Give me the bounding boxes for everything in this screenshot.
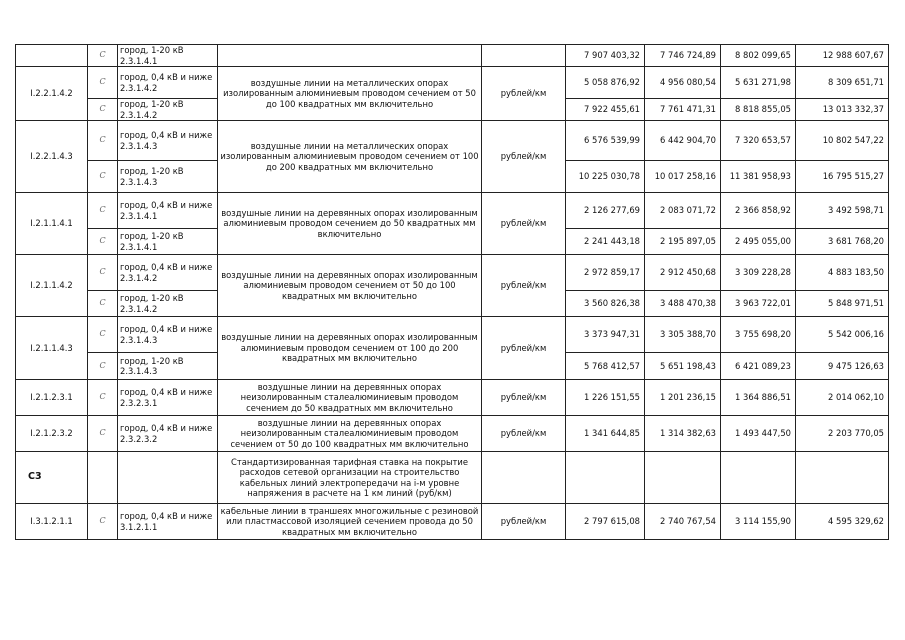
unit: рублей/км (482, 67, 566, 121)
voltage-level: город, 1-20 кВ 2.3.1.4.1 (118, 45, 218, 67)
value-2: 4 956 080,54 (645, 67, 721, 99)
unit (482, 45, 566, 67)
value-4: 16 795 515,27 (796, 161, 889, 193)
category-c-icon: C (88, 193, 118, 229)
table-row (16, 416, 889, 452)
value-2: 2 083 071,72 (645, 193, 721, 229)
unit: рублей/км (482, 255, 566, 317)
section-row (16, 452, 889, 504)
value-2: 1 201 236,15 (645, 380, 721, 416)
value-3: 1 493 447,50 (721, 416, 796, 452)
line-description: кабельные линии в траншеях многожильные с резиновой или пластмассовой изоляцией сечением провода до 50 квадратных мм включительно (218, 504, 482, 540)
value-3: 6 421 089,23 (721, 353, 796, 380)
unit: рублей/км (482, 121, 566, 193)
value-4: 3 492 598,71 (796, 193, 889, 229)
value-4: 9 475 126,63 (796, 353, 889, 380)
value-1: 5 058 876,92 (566, 67, 645, 99)
voltage-level: город, 1-20 кВ 2.3.1.4.1 (118, 229, 218, 255)
value-1: 2 972 859,17 (566, 255, 645, 291)
line-description: воздушные линии на металлических опорах изолированным алюминиевым проводом сечением от 100 до 200 квадратных мм включительно (218, 121, 482, 193)
empty-cell (796, 452, 889, 504)
line-description: воздушные линии на деревянных опорах изолированным алюминиевым проводом сечением от 50 до 100 квадратных мм включительно (218, 255, 482, 317)
category-c-icon: C (88, 255, 118, 291)
table-row (16, 504, 889, 540)
row-code: I.2.2.1.4.3 (16, 121, 88, 193)
table-row (16, 45, 889, 67)
value-2: 2 912 450,68 (645, 255, 721, 291)
empty-cell (88, 452, 118, 504)
value-1: 10 225 030,78 (566, 161, 645, 193)
unit: рублей/км (482, 504, 566, 540)
unit: рублей/км (482, 317, 566, 380)
voltage-level: город, 0,4 кВ и ниже 2.3.1.4.2 (118, 67, 218, 99)
value-4: 5 848 971,51 (796, 291, 889, 317)
value-3: 3 114 155,90 (721, 504, 796, 540)
line-description: воздушные линии на деревянных опорах неизолированным сталеалюминиевым проводом сечением до 50 квадратных мм включительно (218, 380, 482, 416)
voltage-level: город, 0,4 кВ и ниже 2.3.2.3.1 (118, 380, 218, 416)
table-row (16, 121, 889, 161)
value-2: 3 488 470,38 (645, 291, 721, 317)
category-c-icon: C (88, 317, 118, 353)
empty-cell (645, 452, 721, 504)
value-1: 1 226 151,55 (566, 380, 645, 416)
value-2: 5 651 198,43 (645, 353, 721, 380)
value-2: 3 305 388,70 (645, 317, 721, 353)
empty-cell (482, 452, 566, 504)
value-4: 2 014 062,10 (796, 380, 889, 416)
value-1: 7 907 403,32 (566, 45, 645, 67)
line-description: воздушные линии на деревянных опорах изолированным алюминиевым проводом сечением до 50 квадратных мм включительно (218, 193, 482, 255)
table-row (16, 317, 889, 353)
value-3: 8 802 099,65 (721, 45, 796, 67)
table-row (16, 255, 889, 291)
value-3: 7 320 653,57 (721, 121, 796, 161)
value-1: 2 797 615,08 (566, 504, 645, 540)
value-3: 1 364 886,51 (721, 380, 796, 416)
value-1: 6 576 539,99 (566, 121, 645, 161)
row-code: I.2.2.1.4.2 (16, 67, 88, 121)
value-2: 2 740 767,54 (645, 504, 721, 540)
value-3: 8 818 855,05 (721, 99, 796, 121)
value-3: 3 963 722,01 (721, 291, 796, 317)
value-1: 3 373 947,31 (566, 317, 645, 353)
value-1: 3 560 826,38 (566, 291, 645, 317)
category-c-icon: C (88, 504, 118, 540)
value-2: 7 761 471,31 (645, 99, 721, 121)
value-3: 5 631 271,98 (721, 67, 796, 99)
table-row (16, 193, 889, 229)
value-2: 10 017 258,16 (645, 161, 721, 193)
voltage-level: город, 0,4 кВ и ниже 2.3.1.4.1 (118, 193, 218, 229)
value-4: 3 681 768,20 (796, 229, 889, 255)
voltage-level: город, 1-20 кВ 2.3.1.4.3 (118, 161, 218, 193)
voltage-level: город, 1-20 кВ 2.3.1.4.2 (118, 291, 218, 317)
category-c-icon: C (88, 353, 118, 380)
voltage-level: город, 0,4 кВ и ниже 3.1.2.1.1 (118, 504, 218, 540)
voltage-level: город, 0,4 кВ и ниже 2.3.2.3.2 (118, 416, 218, 452)
value-3: 3 309 228,28 (721, 255, 796, 291)
table-row (16, 67, 889, 99)
category-c-icon: C (88, 99, 118, 121)
line-description: воздушные линии на деревянных опорах неизолированным сталеалюминиевым проводом сечением от 50 до 100 квадратных мм включительно (218, 416, 482, 452)
row-code (16, 45, 88, 67)
value-1: 1 341 644,85 (566, 416, 645, 452)
row-code: I.2.1.1.4.2 (16, 255, 88, 317)
value-2: 6 442 904,70 (645, 121, 721, 161)
category-c-icon: C (88, 161, 118, 193)
value-3: 11 381 958,93 (721, 161, 796, 193)
category-c-icon: C (88, 416, 118, 452)
value-4: 4 595 329,62 (796, 504, 889, 540)
value-4: 2 203 770,05 (796, 416, 889, 452)
voltage-level: город, 0,4 кВ и ниже 2.3.1.4.3 (118, 121, 218, 161)
value-2: 1 314 382,63 (645, 416, 721, 452)
row-code: I.2.1.1.4.1 (16, 193, 88, 255)
row-code: I.2.1.2.3.1 (16, 380, 88, 416)
value-4: 5 542 006,16 (796, 317, 889, 353)
value-4: 12 988 607,67 (796, 45, 889, 67)
value-3: 3 755 698,20 (721, 317, 796, 353)
line-description: воздушные линии на деревянных опорах изолированным алюминиевым проводом сечением от 100 до 200 квадратных мм включительно (218, 317, 482, 380)
voltage-level: город, 0,4 кВ и ниже 2.3.1.4.3 (118, 317, 218, 353)
category-c-icon: C (88, 67, 118, 99)
section-description: Стандартизированная тарифная ставка на покрытие расходов сетевой организации на строительство кабельных линий электропередачи на i-м уровне напряжения в расчете на 1 км линий (руб/км) (218, 452, 482, 504)
value-1: 5 768 412,57 (566, 353, 645, 380)
category-c-icon: C (88, 229, 118, 255)
unit: рублей/км (482, 193, 566, 255)
row-code: I.2.1.1.4.3 (16, 317, 88, 380)
unit: рублей/км (482, 416, 566, 452)
category-c-icon: C (88, 45, 118, 67)
category-c-icon: C (88, 291, 118, 317)
empty-cell (721, 452, 796, 504)
value-3: 2 495 055,00 (721, 229, 796, 255)
value-3: 2 366 858,92 (721, 193, 796, 229)
value-2: 7 746 724,89 (645, 45, 721, 67)
category-c-icon: C (88, 380, 118, 416)
section-code: С3 (16, 452, 88, 504)
voltage-level: город, 1-20 кВ 2.3.1.4.2 (118, 99, 218, 121)
table-row (16, 380, 889, 416)
category-c-icon: C (88, 121, 118, 161)
row-code: I.2.1.2.3.2 (16, 416, 88, 452)
tariff-table (15, 44, 889, 540)
value-2: 2 195 897,05 (645, 229, 721, 255)
line-description: воздушные линии на металлических опорах изолированным алюминиевым проводом сечением от 50 до 100 квадратных мм включительно (218, 67, 482, 121)
value-1: 2 241 443,18 (566, 229, 645, 255)
empty-cell (566, 452, 645, 504)
value-4: 4 883 183,50 (796, 255, 889, 291)
empty-cell (118, 452, 218, 504)
row-code: I.3.1.2.1.1 (16, 504, 88, 540)
line-description (218, 45, 482, 67)
voltage-level: город, 1-20 кВ 2.3.1.4.3 (118, 353, 218, 380)
voltage-level: город, 0,4 кВ и ниже 2.3.1.4.2 (118, 255, 218, 291)
value-1: 2 126 277,69 (566, 193, 645, 229)
table-body (16, 45, 889, 540)
value-4: 13 013 332,37 (796, 99, 889, 121)
value-1: 7 922 455,61 (566, 99, 645, 121)
value-4: 10 802 547,22 (796, 121, 889, 161)
value-4: 8 309 651,71 (796, 67, 889, 99)
unit: рублей/км (482, 380, 566, 416)
